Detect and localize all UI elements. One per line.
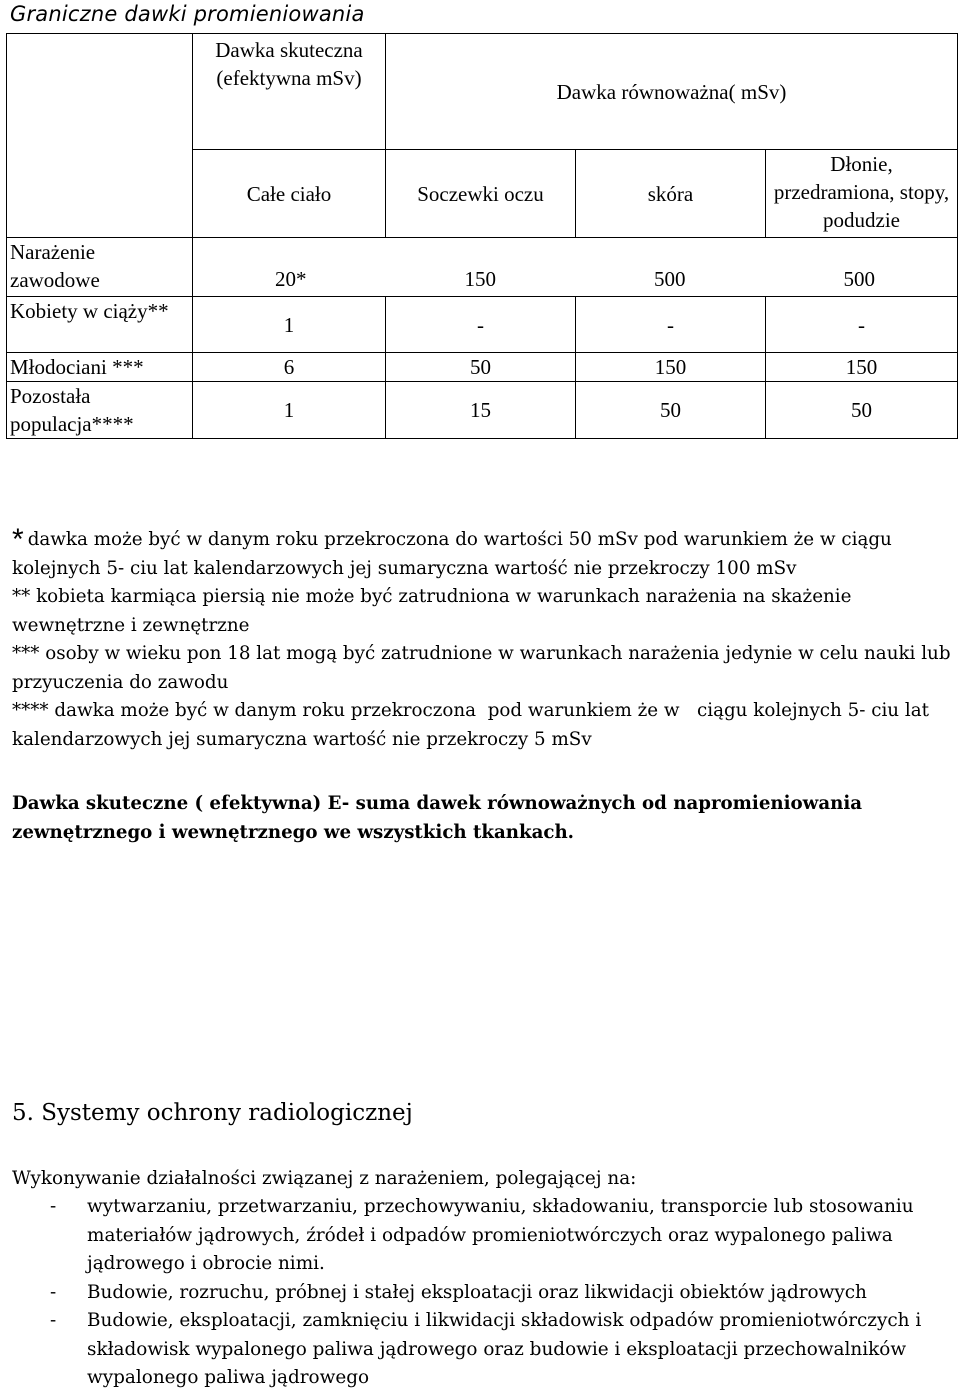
footnote-1-text: dawka może być w danym roku przekroczona do wartości 50 mSv pod warunkiem że w ciągu kolejnych 5- ciu lat kalendarzowych jej sumaryczna wartość nie przekroczy 100 mSv <box>12 529 892 579</box>
section-heading: 5. Systemy ochrony radiologicznej <box>12 1100 413 1126</box>
eye-lens-header: Soczewki oczu <box>386 150 576 238</box>
skin-header: skóra <box>576 150 766 238</box>
skin-value: 50 <box>576 382 766 439</box>
whole-body-value: 1 <box>193 297 386 353</box>
whole-body-header: Całe ciało <box>193 150 386 238</box>
eye-lens-value: 150 <box>464 267 496 291</box>
whole-body-value: 6 <box>193 353 386 382</box>
table-corner-cell <box>7 34 193 238</box>
row-label: Młodociani *** <box>7 353 193 382</box>
whole-body-value: 1 <box>193 382 386 439</box>
table-row <box>7 353 958 382</box>
row-label: Pozostała populacja**** <box>7 382 193 439</box>
dose-limits-table <box>6 33 958 439</box>
table-row <box>7 297 958 353</box>
footnote-1 <box>12 523 952 583</box>
eye-lens-value: 50 <box>386 353 576 382</box>
list-item-text: Budowie, rozruchu, próbnej i stałej eksploatacji oraz likwidacji obiektów jądrowych <box>87 1281 867 1303</box>
skin-value: 150 <box>576 353 766 382</box>
skin-value: 500 <box>654 267 686 291</box>
list-item <box>12 1193 956 1279</box>
activity-list <box>12 1193 956 1393</box>
list-dash: - <box>50 1196 57 1217</box>
list-item-text: wytwarzaniu, przetwarzaniu, przechowywaniu, składowaniu, transporcie lub stosowaniu materiałów jądrowych, źródeł i odpadów promieniotwórczych oraz wypalonego paliwa jądrowego i obrocie nimi. <box>87 1196 914 1274</box>
row-label: Narażenie zawodowe <box>7 238 193 297</box>
eye-lens-value: 15 <box>386 382 576 439</box>
equivalent-dose-header: Dawka równoważna( mSv) <box>386 34 958 150</box>
skin-value: - <box>576 297 766 353</box>
table-header-row-1 <box>7 34 958 150</box>
table-row <box>7 238 958 297</box>
footnotes <box>12 523 952 754</box>
extremities-value: 50 <box>766 382 958 439</box>
row-label: Kobiety w ciąży** <box>7 297 193 353</box>
list-item <box>12 1279 956 1308</box>
eye-lens-value: - <box>386 297 576 353</box>
extremities-value: 500 <box>843 267 875 291</box>
list-item-text: Budowie, eksploatacji, zamknięciu i likwidacji składowisk odpadów promieniotwórczych i składowisk wypalonego paliwa jądrowego oraz budowie i eksploatacji przechowalników wypalonego paliwa jądrowego <box>87 1310 922 1388</box>
extremities-value: - <box>766 297 958 353</box>
page-title: Graniczne dawki promieniowania <box>10 2 365 26</box>
footnote-4: **** dawka może być w danym roku przekroczona pod warunkiem że w ciągu kolejnych 5- ciu lat kalendarzowych jej sumaryczna wartość nie przekroczy 5 mSv <box>12 700 935 750</box>
extremities-value: 150 <box>766 353 958 382</box>
footnote-2: ** kobieta karmiąca piersią nie może być zatrudniona w warunkach narażenia na skażenie wewnętrzne i zewnętrzne <box>12 586 852 636</box>
occupational-values <box>193 238 958 297</box>
list-dash: - <box>50 1310 57 1331</box>
list-item <box>12 1307 956 1393</box>
whole-body-value: 20* <box>275 267 307 291</box>
footnote-1-marker: * <box>12 523 24 556</box>
table-row <box>7 382 958 439</box>
extremities-header: Dłonie, przedramiona, stopy, podudzie <box>766 150 958 238</box>
effective-dose-header: Dawka skuteczna (efektywna mSv) <box>193 34 386 150</box>
section-intro: Wykonywanie działalności związanej z narażeniem, polegającej na: <box>12 1168 637 1189</box>
list-dash: - <box>50 1281 57 1303</box>
effective-dose-definition: Dawka skuteczne ( efektywna) E- suma dawek równoważnych od napromieniowania zewnętrznego i wewnętrznego we wszystkich tkankach. <box>12 793 863 843</box>
footnote-3: *** osoby w wieku pon 18 lat mogą być zatrudnione w warunkach narażenia jedynie w celu nauki lub przyuczenia do zawodu <box>12 643 951 693</box>
